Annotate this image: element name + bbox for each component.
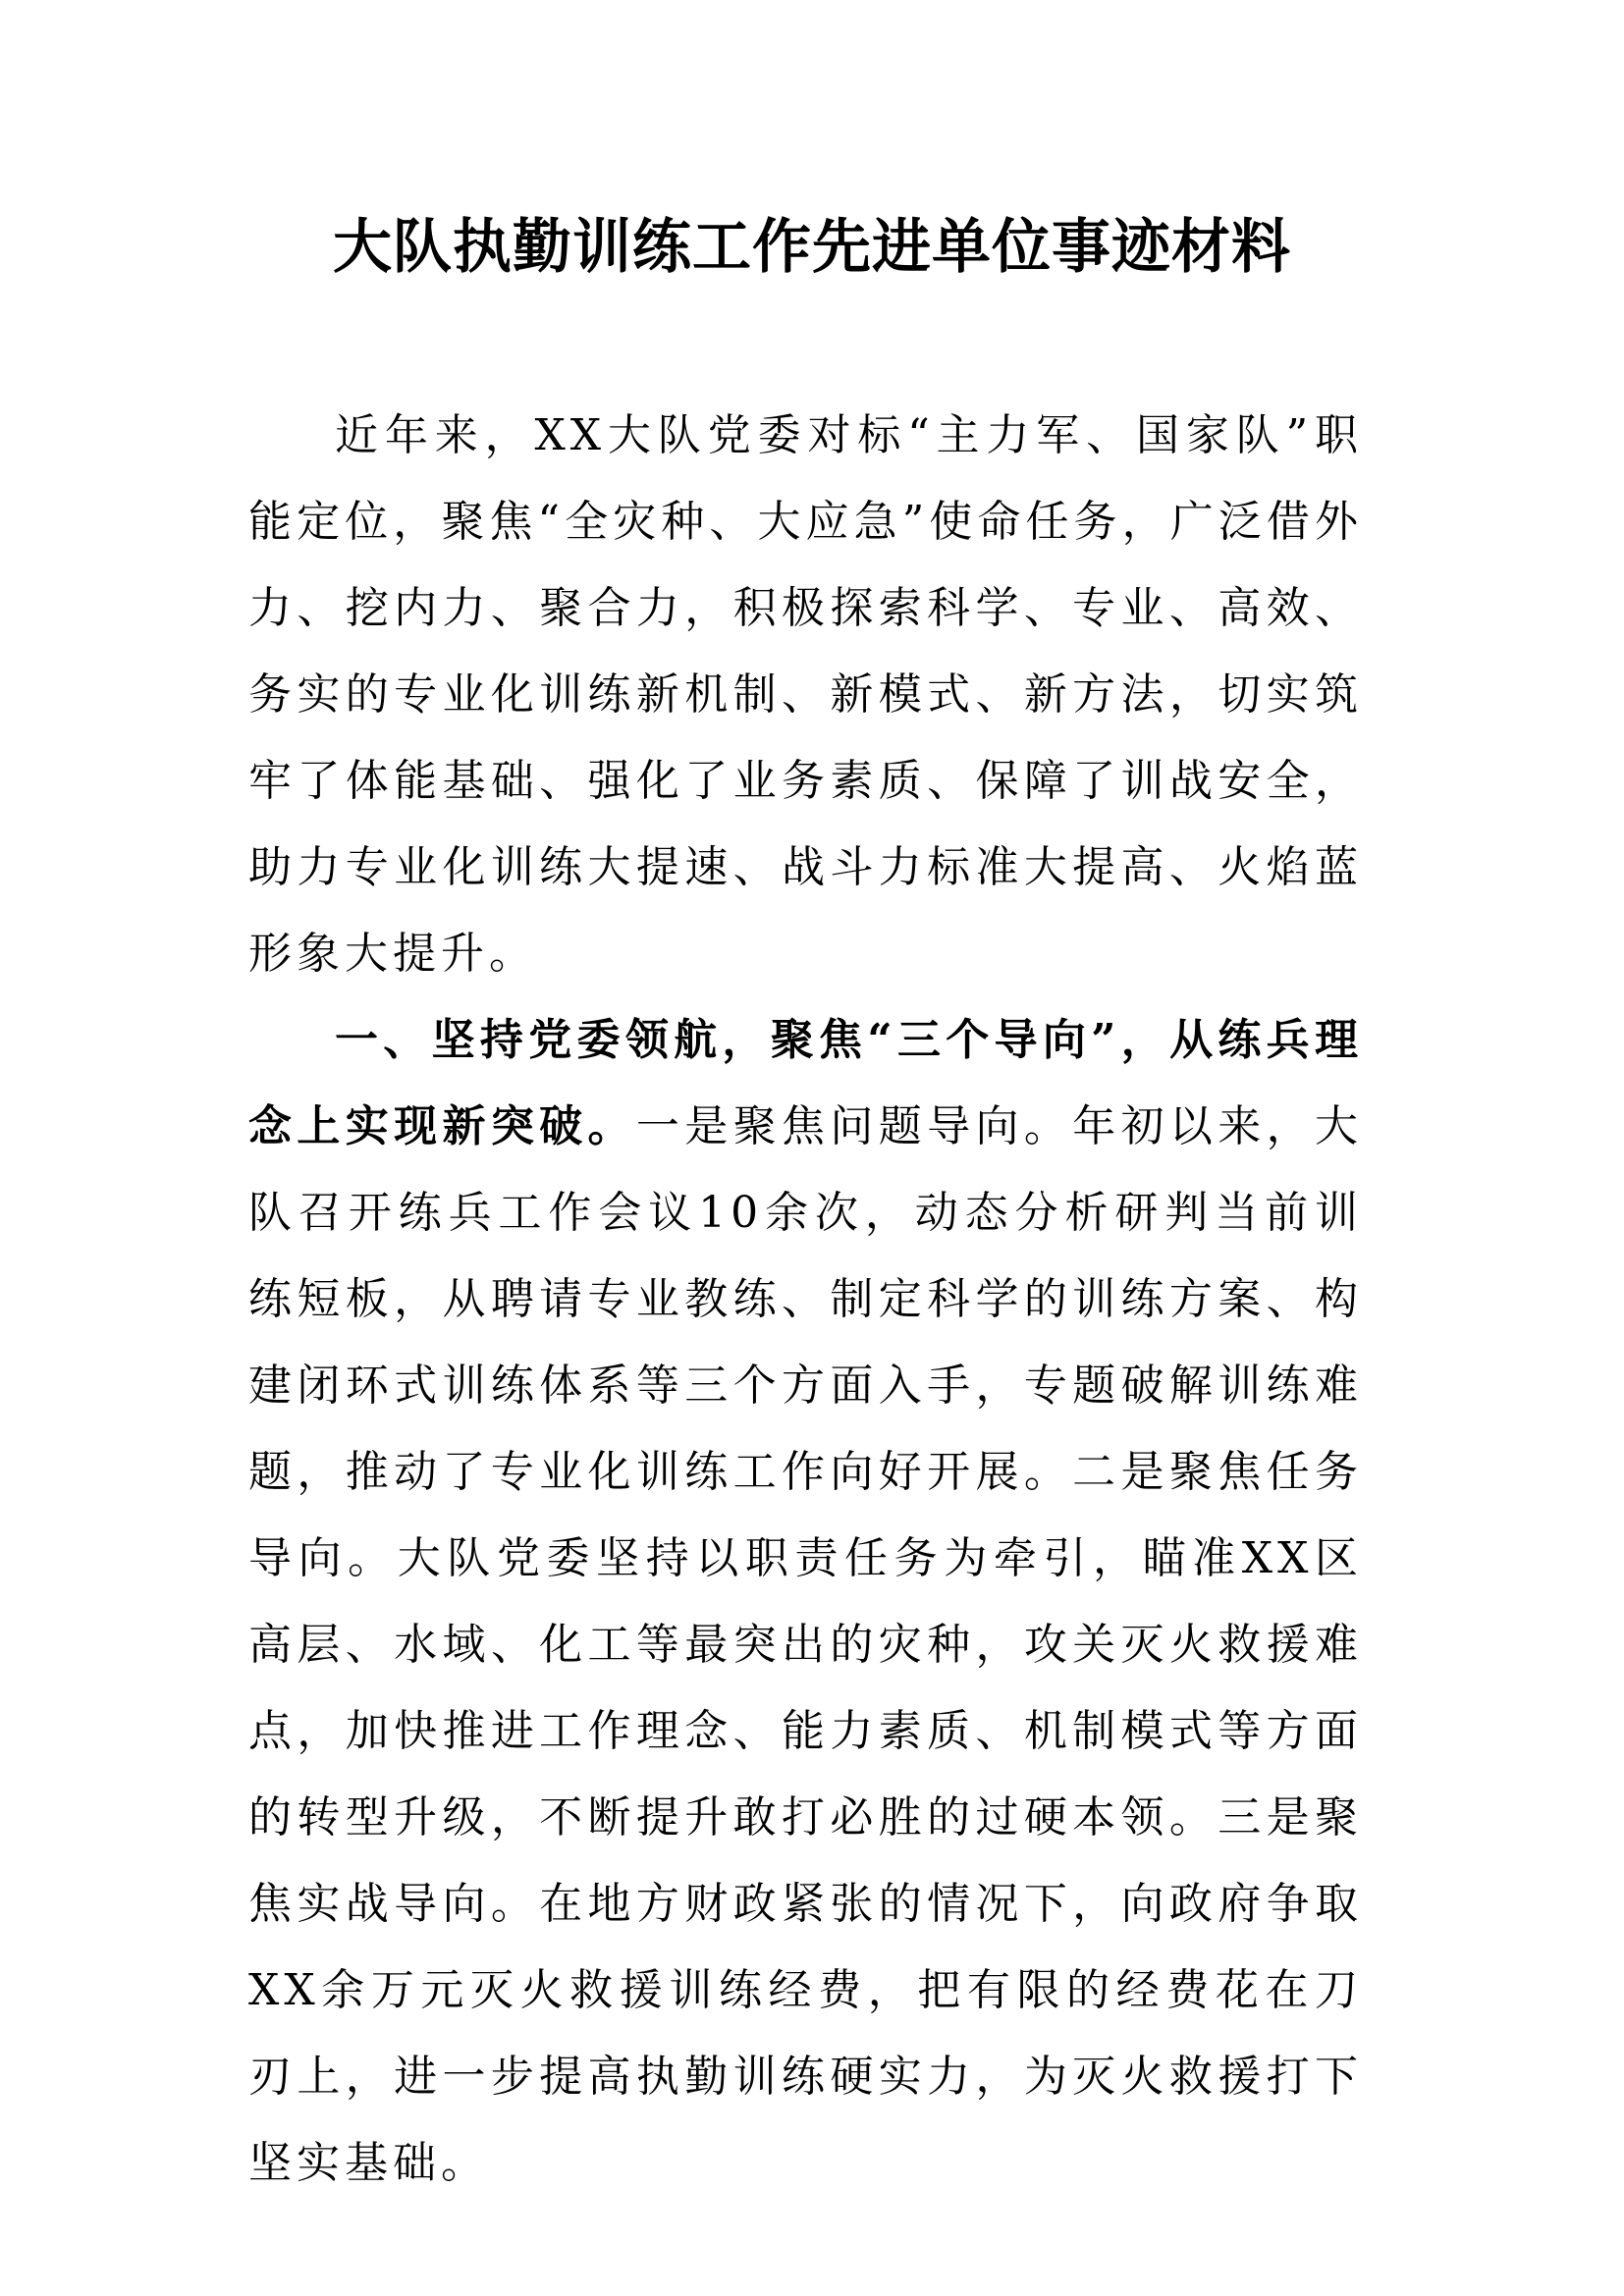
section-1-body: 一是聚焦问题导向。年初以来，大队召开练兵工作会议10余次，动态分析研判当前训练短板，从聘请专业教练、制定科学的训练方案、构建闭环式训练体系等三个方面入手，专题破解训练难题，推动了专业化训练工作向好开展。二是聚焦任务导向。大队党委坚持以职责任务为牵引，瞄准XX区高层、水域、化工等最突出的灾种，攻关灭火救援难点，加快推进工作理念、能力素质、机制模式等方面的转型升级，不断提升敢打必胜的过硬本领。三是聚焦实战导向。在地方财政紧张的情况下，向政府争取XX余万元灭火救援训练经费，把有限的经费花在刀刃上，进一步提高执勤训练硬实力，为灭火救援打下坚实基础。 — [248, 1101, 1364, 2188]
section-1-heading: 一、坚持党委领航，聚焦“三个导向”，从练兵理念上实现新突破。 — [248, 1015, 1363, 1151]
intro-paragraph: 近年来，XX大队党委对标“主力军、国家队”职能定位，聚焦“全灾种、大应急”使命任务，广泛借外力、挖内力、聚合力，积极探索科学、专业、高效、务实的专业化训练新机制、新模式、新方法，切实筑牢了体能基础、强化了业务素质、保障了训战安全，助力专业化训练大提速、战斗力标准大提高、火焰蓝形象大提升。 — [248, 410, 1363, 979]
section-1-paragraph — [248, 997, 1363, 2207]
document-body — [248, 393, 1363, 2207]
document-title: 大队执勤训练工作先进单位事迹材料 — [333, 213, 1291, 282]
